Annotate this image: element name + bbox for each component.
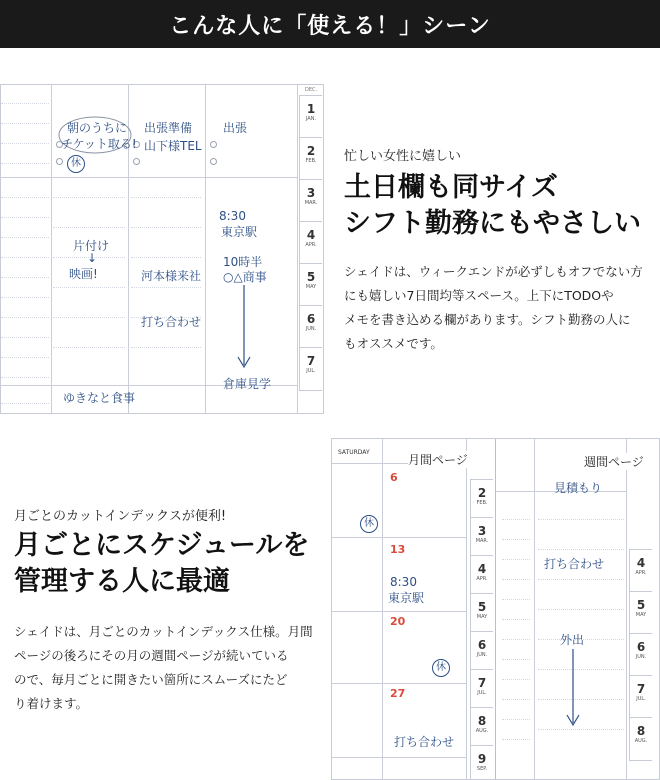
month-tab[interactable]: 2 FEB. — [299, 137, 322, 181]
holiday-mark: 休 — [432, 659, 450, 677]
note-trip-prep: 出張準備 — [144, 121, 193, 135]
month-tab[interactable]: 3 MAR. — [470, 517, 493, 557]
month-tab[interactable]: 1 JAN. — [299, 95, 322, 139]
note-time-2: 10時半 — [223, 255, 263, 269]
monthly-page-label: 月間ページ — [408, 453, 468, 467]
date-6: 6 — [390, 471, 398, 484]
month-tab[interactable]: 9 SEP. — [470, 745, 493, 780]
note-arrow: ↓ — [87, 251, 98, 265]
note-station: 東京駅 — [221, 225, 258, 239]
note-meeting: 打ち合わせ — [141, 315, 202, 329]
date-27: 27 — [390, 687, 406, 700]
section1-body: シェイドは、ウィークエンドが必ずしもオフでない方 にも嬉しい7日間均等スペース。上下にTODOや メモを書き込める欄があります。シフト勤務の人に もオススメです。 — [344, 264, 643, 351]
holiday-mark: 休 — [67, 155, 85, 173]
month-tab[interactable]: 5 MAY — [629, 591, 652, 635]
note-station: 東京駅 — [388, 591, 425, 605]
note-dinner: ゆきなと食事 — [63, 391, 136, 405]
section2-lead: 月ごとのカットインデックスが便利! — [14, 509, 227, 524]
section1-lead: 忙しい女性に嬉しい — [344, 149, 462, 164]
note-movie: 映画! — [69, 267, 98, 281]
note-call: 山下様TEL — [144, 139, 202, 153]
month-tab[interactable]: 8 AUG. — [629, 717, 652, 761]
weekly-planner-image — [0, 84, 324, 414]
note-trip: 出張 — [223, 121, 248, 135]
note-ticket: チケット取る! — [61, 137, 137, 151]
month-tab[interactable]: 4 APR. — [470, 555, 493, 595]
month-tab[interactable]: 7 JUL. — [470, 669, 493, 709]
note-company: ○△商事 — [223, 270, 267, 284]
arrow-down-icon — [237, 285, 251, 371]
note-time: 8:30 — [390, 575, 417, 589]
note-outing: 外出 — [560, 633, 585, 647]
month-tab[interactable]: 5 MAY — [470, 593, 493, 633]
banner-title: こんな人に「使える！」シーン — [169, 13, 491, 39]
note-time: 8:30 — [219, 209, 246, 223]
month-tab[interactable]: 7 JUL. — [299, 347, 322, 391]
date-20: 20 — [390, 615, 406, 628]
month-tab[interactable]: 4 APR. — [299, 221, 322, 265]
month-tab[interactable]: 6 JUN. — [470, 631, 493, 671]
month-tab[interactable]: 7 JUL. — [629, 675, 652, 719]
section2-body: シェイドは、月ごとのカットインデックス仕様。月間 ページの後ろにその月の週間ページが続いている ので、毎月ごとに開きたい箇所にスムーズにたど り着けます。 — [14, 624, 313, 711]
note-visitor: 河本様来社 — [141, 269, 202, 283]
tab-top-label: DEC. — [305, 87, 318, 93]
month-tab[interactable]: 8 AUG. — [470, 707, 493, 747]
note-estimate: 見積もり — [554, 481, 603, 495]
checkbox-dot — [210, 158, 217, 165]
note-warehouse: 倉庫見学 — [223, 377, 272, 391]
checkbox-dot — [210, 141, 217, 148]
note-cleanup: 片付け — [73, 239, 110, 253]
month-tab[interactable]: 2 FEB. — [470, 479, 493, 519]
section2-title: 月ごとにスケジュールを 管理する人に最適 — [14, 530, 310, 597]
saturday-label: SATURDAY — [338, 449, 370, 456]
note-meeting: 打ち合わせ — [544, 557, 605, 571]
note-morning: 朝のうちに — [67, 121, 128, 135]
date-13: 13 — [390, 543, 406, 556]
holiday-mark: 休 — [360, 515, 378, 533]
arrow-down-icon — [566, 649, 580, 729]
monthly-weekly-planner-image — [331, 438, 660, 780]
month-tab[interactable]: 6 JUN. — [629, 633, 652, 677]
weekly-page-label: 週間ページ — [584, 455, 644, 469]
month-tab[interactable]: 3 MAR. — [299, 179, 322, 223]
month-tab[interactable]: 4 APR. — [629, 549, 652, 593]
month-tab[interactable]: 5 MAY — [299, 263, 322, 307]
section1-title: 土日欄も同サイズ シフト勤務にもやさしい — [344, 172, 641, 239]
month-tab[interactable]: 6 JUN. — [299, 305, 322, 349]
note-meeting: 打ち合わせ — [394, 735, 455, 749]
header-banner — [0, 0, 660, 48]
